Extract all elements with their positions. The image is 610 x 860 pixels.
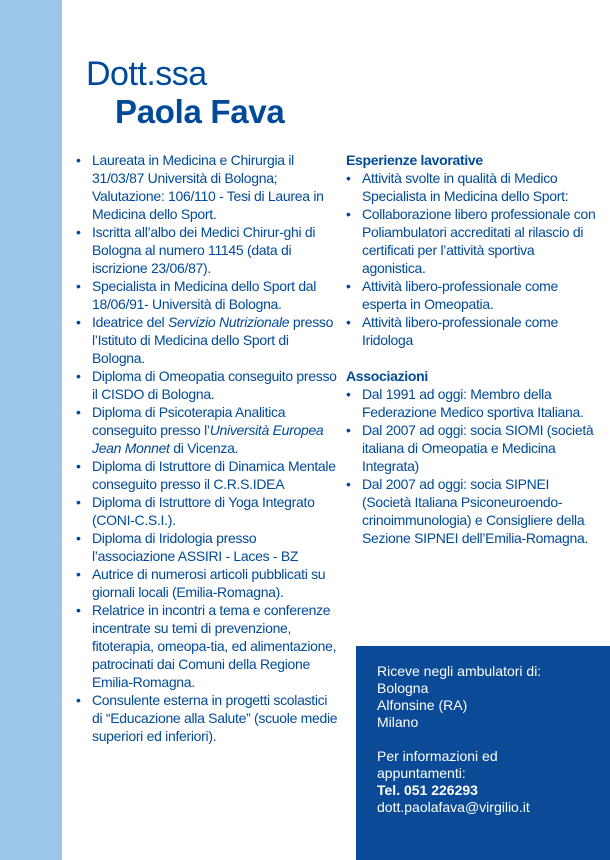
contact-spacer	[377, 731, 590, 748]
qualification-item	[76, 367, 338, 403]
associations-heading: Associazioni	[346, 368, 428, 384]
qualifications-list	[76, 151, 338, 745]
qualification-text: Diploma di Psicoterapia Analitica conseguito presso l’	[92, 404, 286, 438]
experience-column	[346, 151, 596, 547]
qualification-item	[76, 313, 338, 367]
side-stripe	[0, 0, 62, 860]
experience-item: • Attività libero-professionale come Iridologa	[346, 313, 596, 349]
qualification-item	[76, 457, 338, 493]
phone-number[interactable]: Tel. 051 226293	[377, 782, 478, 798]
email-address[interactable]: dott.paolafava@virgilio.it	[377, 799, 530, 815]
experience-item: • Collaborazione libero professionale con Poliambulatori accreditati al rilascio di certificati per l’attività sportiva agonistica.	[346, 205, 596, 277]
qualification-text: di Vicenza.	[169, 440, 239, 456]
qualification-text: Diploma di Istruttore di Yoga Integrato (CONI-C.S.I.).	[92, 494, 315, 528]
qualification-text: Specialista in Medicina dello Sport dal 18/06/91- Università di Bologna.	[92, 278, 317, 312]
qualifications-column	[76, 151, 338, 745]
qualification-item	[76, 223, 338, 277]
qualification-text: Diploma di Omeopatia conseguito presso il CISDO di Bologna.	[92, 368, 337, 402]
qualification-item	[76, 691, 338, 745]
qualification-text: Diploma di Istruttore di Dinamica Mentale conseguito presso il C.R.S.IDEA	[92, 458, 336, 492]
qualification-item	[76, 565, 338, 601]
qualification-item	[76, 277, 338, 313]
experience-item: • Attività svolte in qualità di Medico Specialista in Medicina dello Sport:	[346, 169, 596, 205]
qualification-item	[76, 529, 338, 565]
experience-heading: Esperienze lavorative	[346, 152, 483, 168]
qualification-text: Iscritta all’albo dei Medici Chirur-ghi di Bologna al numero 11145 (data di iscrizione 23/06/87).	[92, 224, 316, 276]
location-milano: Milano	[377, 714, 419, 730]
qualification-text: Relatrice in incontri a tema e conferenze incentrate su temi di prevenzione, fitoterapia, omeopa-tia, ed alimentazione, patrocinati dai Comuni della Regione Emilia-Romagna.	[92, 602, 337, 690]
contact-box	[356, 646, 610, 860]
name-block	[86, 55, 284, 131]
qualification-text: Autrice di numerosi articoli pubblicati su giornali locali (Emilia-Romagna).	[92, 566, 326, 600]
qualification-item	[76, 403, 338, 457]
location-bologna: Bologna	[377, 680, 429, 696]
qualification-emphasis: Servizio Nutrizionale	[167, 314, 290, 330]
doctor-title: Dott.ssa	[86, 55, 207, 93]
qualification-text: Ideatrice del	[92, 314, 168, 330]
doctor-name: Paola Fava	[115, 93, 285, 130]
qualification-emphasis: Università Europea Jean Monnet	[92, 422, 324, 456]
association-item: • Dal 2007 ad oggi: socia SIPNEI (Società Italiana Psiconeuroendo-crinoimmunologia) e Consigliere della Sezione SIPNEI dell’Emilia-Romagna.	[346, 475, 596, 547]
qualification-text: Consulente esterna in progetti scolastici di “Educazione alla Salute” (scuole medie superiori ed inferiori).	[92, 692, 338, 744]
location-alfonsine: Alfonsine (RA)	[377, 697, 468, 713]
contact-intro: Riceve negli ambulatori di:	[377, 663, 542, 679]
qualification-text: presso l’Istituto di Medicina dello Sport di Bologna.	[92, 314, 334, 366]
qualification-text: Laureata in Medicina e Chirurgia il 31/03/87 Università di Bologna; Valutazione: 106/110 - Tesi di Laurea in Medicina dello Sport.	[92, 152, 324, 222]
qualification-item	[76, 151, 338, 223]
experience-list	[346, 169, 596, 349]
qualification-text: Diploma di Iridologia presso l’associazione ASSIRI - Laces - BZ	[92, 530, 299, 564]
appointments-intro: Per informazioni ed appuntamenti:	[377, 748, 498, 781]
qualification-item	[76, 601, 338, 691]
association-item: • Dal 1991 ad oggi: Membro della Federazione Medico sportiva Italiana.	[346, 385, 596, 421]
experience-item: • Attività libero-professionale come esperta in Omeopatia.	[346, 277, 596, 313]
associations-list	[346, 385, 596, 547]
section-spacer	[346, 349, 596, 367]
association-item: • Dal 2007 ad oggi: socia SIOMI (società italiana di Omeopatia e Medicina Integrata)	[346, 421, 596, 475]
qualification-item	[76, 493, 338, 529]
